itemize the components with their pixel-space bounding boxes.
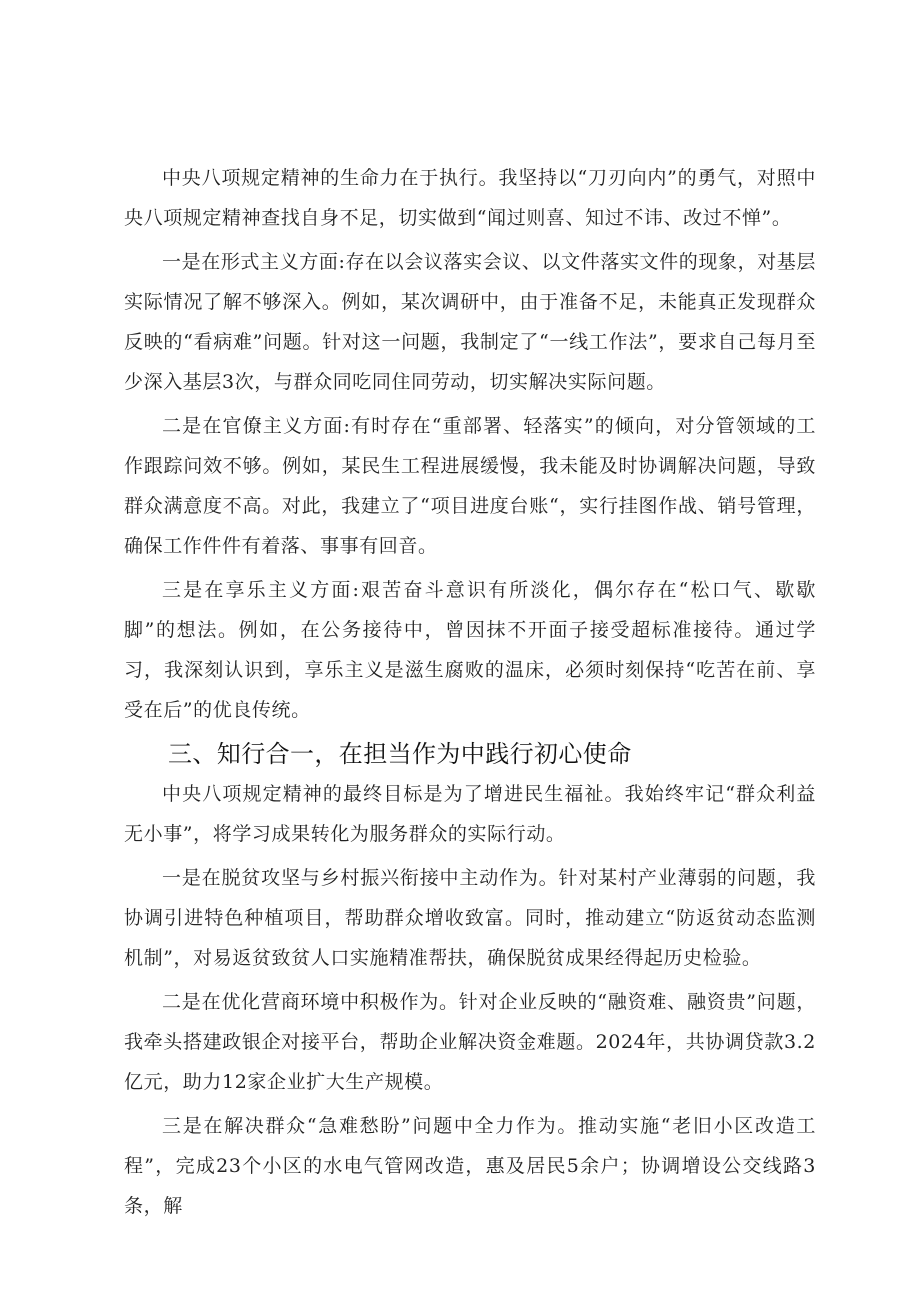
paragraph: 中央八项规定精神的生命力在于执行。我坚持以“刀刃向内”的勇气，对照中央八项规定精神查找自身不足，切实做到“闻过则喜、知过不讳、改过不惮”。 <box>124 167 816 229</box>
paragraph: 三是在享乐主义方面:艰苦奋斗意识有所淡化，偶尔存在“松口气、歇歇脚”的想法。例如，在公务接待中，曾因抹不开面子接受超标准接待。通过学习，我深刻认识到，享乐主义是滋生腐败的温床，必须时刻保持“吃苦在前、享受在后”的优良传统。 <box>124 579 816 721</box>
paragraph: 一是在脱贫攻坚与乡村振兴衔接中主动作为。针对某村产业薄弱的问题，我协调引进特色种植项目，帮助群众增收致富。同时，推动建立“防返贫动态监测机制”，对易返贫致贫人口实施精准帮扶，确保脱贫成果经得起历史检验。 <box>124 867 816 969</box>
paragraph: 一是在形式主义方面:存在以会议落实会议、以文件落实文件的现象，对基层实际情况了解不够深入。例如，某次调研中，由于准备不足，未能真正发现群众反映的“看病难”问题。针对这一问题，我制定了“一线工作法”，要求自己每月至少深入基层3次，与群众同吃同住同劳动，切实解决实际问题。 <box>124 251 816 393</box>
section-heading: 三、知行合一，在担当作为中践行初心使命 <box>168 740 632 768</box>
paragraph: 中央八项规定精神的最终目标是为了增进民生福祉。我始终牢记“群众利益无小事”，将学习成果转化为服务群众的实际行动。 <box>124 783 816 845</box>
paragraph: 二是在官僚主义方面:有时存在“重部署、轻落实”的倾向，对分管领域的工作跟踪问效不够。例如，某民生工程进展缓慢，我未能及时协调解决问题，导致群众满意度不高。对此，我建立了“项目进度台账“，实行挂图作战、销号管理，确保工作件件有着落、事事有回音。 <box>124 415 816 557</box>
paragraph: 二是在优化营商环境中积极作为。针对企业反映的“融资难、融资贵”问题，我牵头搭建政银企对接平台，帮助企业解决资金难题。2024年，共协调贷款3.2亿元，助力12家企业扩大生产规模。 <box>124 991 816 1093</box>
paragraph: 三是在解决群众“急难愁盼”问题中全力作为。推动实施“老旧小区改造工程”，完成23个小区的水电气管网改造，惠及居民5余户；协调增设公交线路3条，解 <box>124 1115 816 1217</box>
document-body <box>124 158 816 1230</box>
